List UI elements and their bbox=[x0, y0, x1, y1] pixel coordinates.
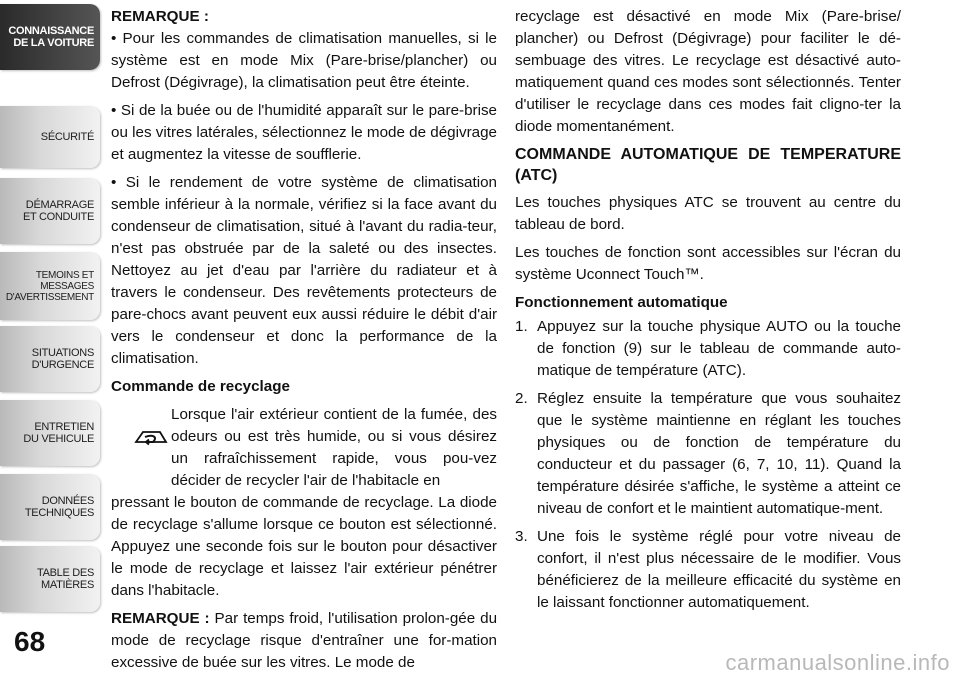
tab-demarrage[interactable] bbox=[0, 178, 100, 244]
step-number: 2. bbox=[515, 390, 528, 407]
auto-heading: Fonctionnement automatique bbox=[515, 294, 728, 311]
watermark: carmanualsonline.info bbox=[725, 650, 950, 675]
page-number: 68 bbox=[14, 626, 46, 657]
sidebar bbox=[0, 0, 104, 678]
tab-situations[interactable] bbox=[0, 326, 100, 392]
recycle-heading: Commande de recyclage bbox=[111, 378, 290, 395]
tab-label: DÉMARRAGE ET CONDUITE bbox=[22, 199, 94, 223]
tab-label: ENTRETIEN DU VEHICULE bbox=[23, 421, 94, 445]
recycle-paragraph: pressant le bouton de commande de recyclage. La diode de recyclage s'allume lorsque ce bouton est sélectionné. Appuyez une seconde fois sur le bouton pour désactiver le mode de recyclage et laissez l'air extérieur pénétrer dans l'habitacle. bbox=[111, 494, 497, 599]
step-text: Une fois le système réglé pour votre niveau de confort, il n'est plus nécessaire de le modifier. Vous bénéficierez de la meilleure efficacité du système en le laissant fonctionner automatiquement. bbox=[537, 528, 901, 611]
bullet-paragraph: • Pour les commandes de climatisation manuelles, si le système est en mode Mix (Pare-brise/plancher) ou Defrost (Dégivrage), la climatisation peut être éteinte. bbox=[111, 30, 497, 91]
bullet-paragraph: • Si le rendement de votre système de climatisation semble inférieur à la normale, vérifiez si la face avant du condenseur de climatisation, situé à l'avant du radia-teur, n'est pas obstruée par de la saleté ou des insectes. Nettoyez au jet d'eau par l'arrière du radiateur et à travers le condenseur. Des revêtements protecteurs de pare-chocs avant peuvent eux aussi réduire le débit d'air vers le condenseur et donc la performance de la climatisation. bbox=[111, 174, 497, 367]
steps-list bbox=[515, 316, 901, 614]
left-column bbox=[111, 6, 497, 680]
tab-securite[interactable] bbox=[0, 106, 100, 168]
remark2-title: REMARQUE : bbox=[111, 610, 210, 627]
tab-temoins[interactable] bbox=[0, 252, 100, 320]
tab-label: TEMOINS ET MESSAGES D'AVERTISSEMENT bbox=[5, 269, 94, 303]
step-number: 3. bbox=[515, 528, 528, 545]
tab-label: TABLE DES MATIÈRES bbox=[36, 567, 94, 591]
list-item bbox=[515, 316, 901, 382]
tab-label: DONNÉES TECHNIQUES bbox=[24, 495, 94, 519]
atc-heading: COMMANDE AUTOMATIQUE DE TEMPERATURE (ATC) bbox=[515, 146, 901, 184]
list-item bbox=[515, 388, 901, 520]
tab-label: SÉCURITÉ bbox=[40, 131, 94, 143]
recycle-indented: Lorsque l'air extérieur contient de la fumée, des odeurs ou est très humide, ou si vous désirez un rafraîchissement rapide, vous pou-vez décider de recycler l'air de l'habitacle en bbox=[171, 406, 497, 489]
tab-connaissance[interactable] bbox=[0, 4, 100, 70]
tab-table[interactable] bbox=[0, 546, 100, 612]
tab-label: CONNAISSANCE DE LA VOITURE bbox=[8, 25, 94, 49]
step-number: 1. bbox=[515, 318, 528, 335]
atc-paragraph-2: Les touches de fonction sont accessibles sur l'écran du système Uconnect Touch™. bbox=[515, 244, 901, 283]
remark2-paragraph bbox=[111, 608, 497, 674]
atc-paragraph-1: Les touches physiques ATC se trouvent au centre du tableau de bord. bbox=[515, 194, 901, 233]
list-item bbox=[515, 526, 901, 614]
continuation-paragraph: recyclage est désactivé en mode Mix (Pare-brise/ plancher) ou Defrost (Dégivrage) pour faciliter le dé-sembuage des vitres. Le recyclage est désactivé auto-matiquement quand ces modes sont sélectionnés. Tenter d'utiliser le recyclage dans ces modes fait cligno-ter la diode momentanément. bbox=[515, 8, 901, 135]
remark2-text: Par temps froid, l'utilisation prolon-gée du mode de recyclage risque d'entraîner une for-mation excessive de buée sur les vitres. Le mode de bbox=[111, 610, 498, 671]
right-column bbox=[515, 6, 901, 620]
tab-label: SITUATIONS D'URGENCE bbox=[31, 347, 94, 371]
step-text: Appuyez sur la touche physique AUTO ou la touche de fonction (9) sur le tableau de commande auto-matique de température (ATC). bbox=[537, 318, 901, 379]
bullet-paragraph: • Si de la buée ou de l'humidité apparaît sur le pare-brise ou les vitres latérales, sélectionnez le mode de dégivrage et augmentez la vitesse de soufflerie. bbox=[111, 102, 497, 163]
remark-title: REMARQUE : bbox=[111, 8, 209, 25]
recirculation-icon bbox=[133, 426, 169, 450]
tab-donnees[interactable] bbox=[0, 474, 100, 540]
recycle-block bbox=[111, 404, 497, 602]
step-text: Réglez ensuite la température que vous souhaitez que le système maintienne en réglant les touches physiques ou de fonction de température du conducteur et du passager (6, 7, 10, 11). Quand la température désirée s'affiche, le système a atteint ce niveau de confort et le maintient automatique-ment. bbox=[537, 390, 901, 517]
tab-entretien[interactable] bbox=[0, 400, 100, 466]
